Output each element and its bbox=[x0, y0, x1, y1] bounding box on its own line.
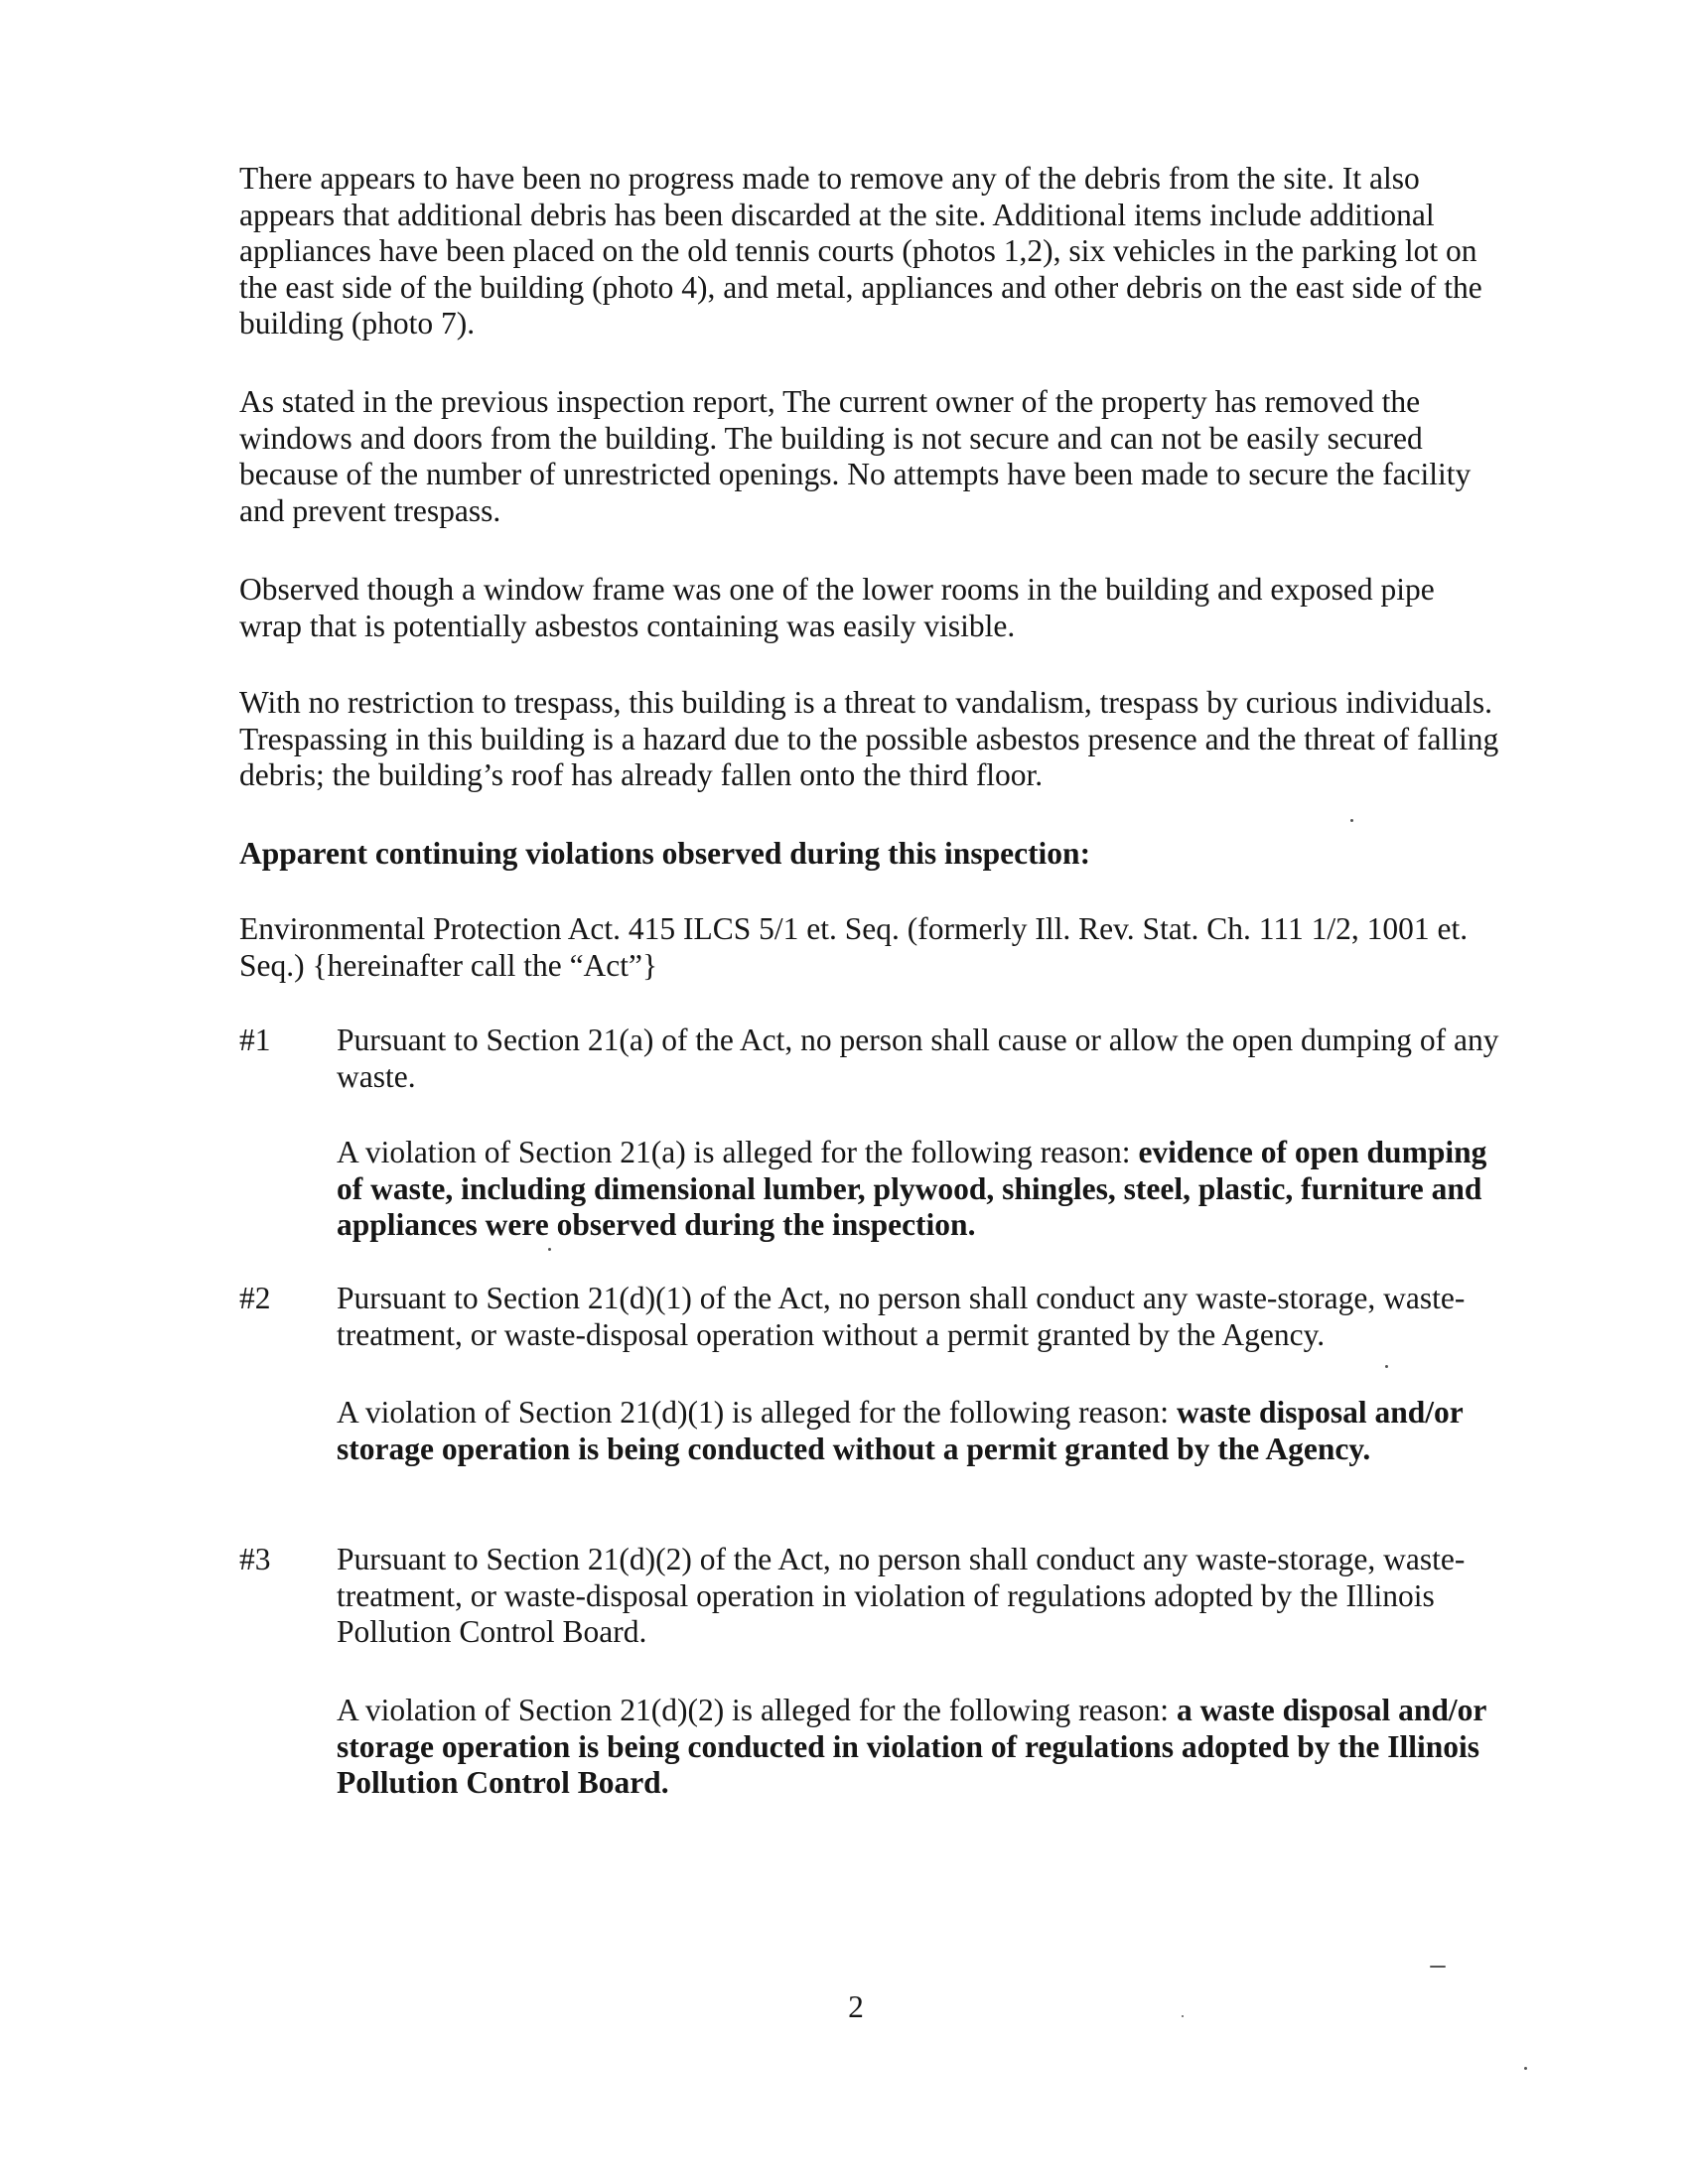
scan-speck bbox=[1430, 1966, 1446, 1968]
violation-text: Pursuant to Section 21(d)(2) of the Act, no person shall conduct any waste-storage, waste-treatment, or waste-disposal operation in violation of regulations adopted by the Illinois Pollution Control Board. bbox=[337, 1542, 1466, 1649]
reason-bold: waste disposal and/or storage operation is being conducted without a permit granted by the Agency. bbox=[337, 1395, 1464, 1466]
violation-reason bbox=[337, 1693, 1503, 1802]
reason-prefix: A violation of Section 21(d)(2) is alleged for the following reason: bbox=[337, 1693, 1177, 1727]
paragraph-building-security: As stated in the previous inspection report, The current owner of the property has removed the windows and doors from the building. The building is not secure and can not be easily secured because of the number of unrestricted openings. No attempts have been made to secure the facility and prevent trespass. bbox=[239, 384, 1472, 528]
reason-prefix: A violation of Section 21(a) is alleged for the following reason: bbox=[337, 1135, 1139, 1169]
violation-text: Pursuant to Section 21(d)(1) of the Act, no person shall conduct any waste-storage, waste-treatment, or waste-disposal operation without a permit granted by the Agency. bbox=[337, 1281, 1466, 1352]
page-number: 2 bbox=[848, 1989, 864, 2024]
scan-speck bbox=[1182, 2015, 1184, 2017]
violation-number: #3 bbox=[239, 1542, 271, 1576]
violations-heading: Apparent continuing violations observed during this inspection: bbox=[239, 836, 1091, 871]
scan-speck bbox=[1350, 819, 1353, 822]
paragraph-trespass-hazard: With no restriction to trespass, this building is a threat to vandalism, trespass by curious individuals. Trespassing in this building is a hazard due to the possible asbestos presence and the threat of falling debris; the building’s roof has already fallen onto the third floor. bbox=[239, 685, 1499, 792]
reason-bold: evidence of open dumping of waste, including dimensional lumber, plywood, shingles, steel, plastic, furniture and appliances were observed during the inspection. bbox=[337, 1135, 1487, 1242]
reason-bold: a waste disposal and/or storage operation is being conducted in violation of regulations adopted by the Illinois Pollution Control Board. bbox=[337, 1693, 1486, 1800]
violation-number: #2 bbox=[239, 1281, 271, 1315]
violation-reason bbox=[337, 1395, 1503, 1467]
violation-number: #1 bbox=[239, 1023, 271, 1057]
paragraph-debris-progress: There appears to have been no progress made to remove any of the debris from the site. It also appears that additional debris has been discarded at the site. Additional items include additional appliances have been placed on the old tennis courts (photos 1,2), six vehicles in the parking lot on the east side of the building (photo 4), and metal, appliances and other debris on the east side of the building (photo 7). bbox=[239, 161, 1482, 341]
scan-speck bbox=[1385, 1365, 1388, 1368]
scan-speck bbox=[1524, 2067, 1527, 2070]
violation-reason bbox=[337, 1135, 1503, 1244]
reason-prefix: A violation of Section 21(d)(1) is alleged for the following reason: bbox=[337, 1395, 1177, 1430]
paragraph-asbestos-observation: Observed though a window frame was one of the lower rooms in the building and exposed pipe wrap that is potentially asbestos containing was easily visible. bbox=[239, 572, 1435, 643]
violation-text: Pursuant to Section 21(a) of the Act, no person shall cause or allow the open dumping of any waste. bbox=[337, 1023, 1499, 1094]
act-citation: Environmental Protection Act. 415 ILCS 5/1 et. Seq. (formerly Ill. Rev. Stat. Ch. 111 1/2, 1001 et. Seq.) {hereinafter call the “Act”} bbox=[239, 911, 1469, 983]
scan-speck bbox=[548, 1248, 551, 1251]
